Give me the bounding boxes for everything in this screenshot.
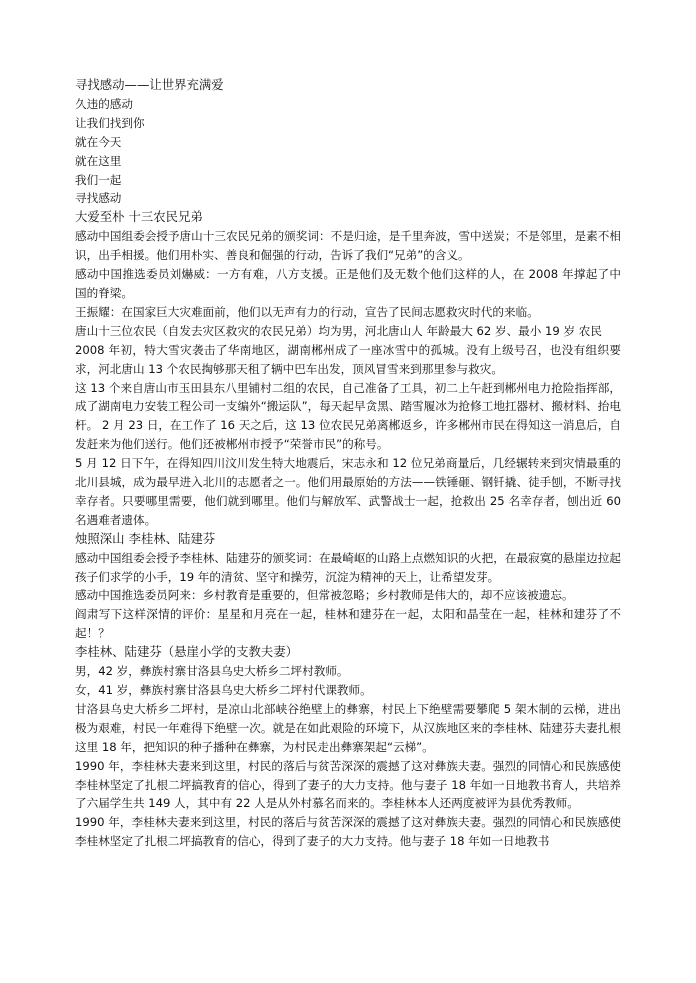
intro-line-1: 久违的感动: [75, 96, 133, 111]
section-1-paragraph-3: 5 月 12 日下午，在得知四川汶川发生特大地震后，宋志永和 12 位兄弟商量后，几经辗转来到灾情最重的北川县城，成为最早进入北川的志愿者之一。他们用最原始的方法——铁锤砸、钢钎撬、徒手刨，不断寻找幸存者。只要哪里需要，他们就到哪里。他们与解放军、武警战士一起，抢救出 25 名幸存者，刨出近 60 名遇难者遗体。: [75, 456, 621, 527]
section-1-profile: 唐山十三位农民（自发去灾区救灾的农民兄弟）均为男，河北唐山人 年龄最大 62 岁、最小 19 岁 农民: [75, 323, 602, 338]
intro-line-4: 就在这里: [75, 153, 122, 168]
intro-line-5: 我们一起: [75, 172, 122, 187]
section-2-judge-comment: 感动中国推选委员阿来：乡村教育是重要的，但常被忽略；乡村教师是伟大的，却不应该被遗忘。: [75, 588, 574, 603]
section-2-profile-title: 李桂林、陆建芬（悬崖小学的支教夫妻）: [75, 644, 299, 660]
intro-line-2: 让我们找到你: [75, 115, 145, 130]
section-2-heading: 烛照深山 李桂林、陆建芬: [75, 530, 216, 546]
section-1-paragraph-1: 2008 年初，特大雪灾袭击了华南地区，湖南郴州成了一座冰雪中的孤城。没有上级号召，也没有组织要求，河北唐山 13 个农民掏够那天租了辆中巴车出发，顶风冒雪来到那里参与救灾。: [75, 342, 621, 376]
section-1-heading: 大爱至朴 十三农民兄弟: [75, 209, 203, 225]
section-2-paragraph-2: 1990 年，李桂林夫妻来到这里，村民的落后与贫苦深深的震撼了这对彝族夫妻。强烈的同情心和民族感使李桂林坚定了扎根二坪搞教育的信心，得到了妻子的大力支持。他与妻子 18 年如一日地教书育人，共培养了六届学生共 149 人，其中有 22 人是从外村慕名而来的。李桂林本人还两度被评为县优秀教师。: [75, 758, 621, 811]
document-page: [75, 76, 621, 851]
intro-line-6: 寻找感动: [75, 191, 122, 206]
section-1-wang-comment: 王振耀：在国家巨大灾难面前，他们以无声有力的行动，宣告了民间志愿救灾时代的来临。: [75, 304, 539, 319]
section-2-paragraph-1: 甘洛县乌史大桥乡二坪村，是凉山北部峡谷绝壁上的彝寨，村民上下绝壁需要攀爬 5 架木制的云梯，进出极为艰难，村民一年难得下绝壁一次。就是在如此艰险的环境下，从汉族地区来的李桂林、陆建芬夫妻扎根这里 18 年，把知识的种子播种在彝寨，为村民走出彝寨架起“云梯”。: [75, 701, 621, 754]
section-2-yan-comment: 阎肃写下这样深情的评价：星星和月亮在一起，桂林和建芬在一起，太阳和晶莹在一起，桂林和建芬了不起！？: [75, 607, 621, 641]
intro-line-3: 就在今天: [75, 134, 122, 149]
section-2-profile-male: 男，42 岁，彝族村寨甘洛县乌史大桥乡二坪村教师。: [75, 664, 349, 679]
section-2-profile-female: 女，41 岁，彝族村寨甘洛县乌史大桥乡二坪村代课教师。: [75, 683, 372, 697]
section-1-award-text: 感动中国组委会授予唐山十三农民兄弟的颁奖词：不是归途，是千里奔波，雪中送炭；不是邻里，是素不相识，出手相援。他们用朴实、善良和倔强的行动，告诉了我们“兄弟”的含义。: [75, 229, 621, 263]
section-2-paragraph-3: 1990 年，李桂林夫妻来到这里，村民的落后与贫苦深深的震撼了这对彝族夫妻。强烈的同情心和民族感使李桂林坚定了扎根二坪搞教育的信心，得到了妻子的大力支持。他与妻子 18 年如一日地教书: [75, 815, 621, 849]
document-title: 寻找感动——让世界充满爱: [75, 77, 224, 92]
section-1-judge-comment: 感动中国推选委员刘爀威：一方有难，八方支援。正是他们及无数个他们这样的人，在 2008 年撑起了中国的脊梁。: [75, 267, 621, 300]
section-2-award-text: 感动中国组委会授予李桂林、陆建芬的颁奖词：在最崎岖的山路上点燃知识的火把，在最寂寞的悬崖边拉起孩子们求学的小手，19 年的清贫、坚守和操劳，沉淀为精神的天上，让希望发芽。: [75, 550, 621, 584]
section-1-paragraph-2: 这 13 个来自唐山市玉田县东八里铺村二组的农民，自己准备了工具，初二上午赶到郴州电力抢险指挥部，成了湖南电力安装工程公司一支编外“搬运队”，每天起早贪黑、踏雪履冰为抢修工地扛器材、搬材料、抬电杆。 2 月 23 日，在工作了 16 天之后，这 13 位农民兄弟离郴返乡，许多郴州市民在得知这一消息后，自发赶来为他们送行。他们还被郴州市授予“荣誉市民”的称号。: [75, 380, 621, 452]
